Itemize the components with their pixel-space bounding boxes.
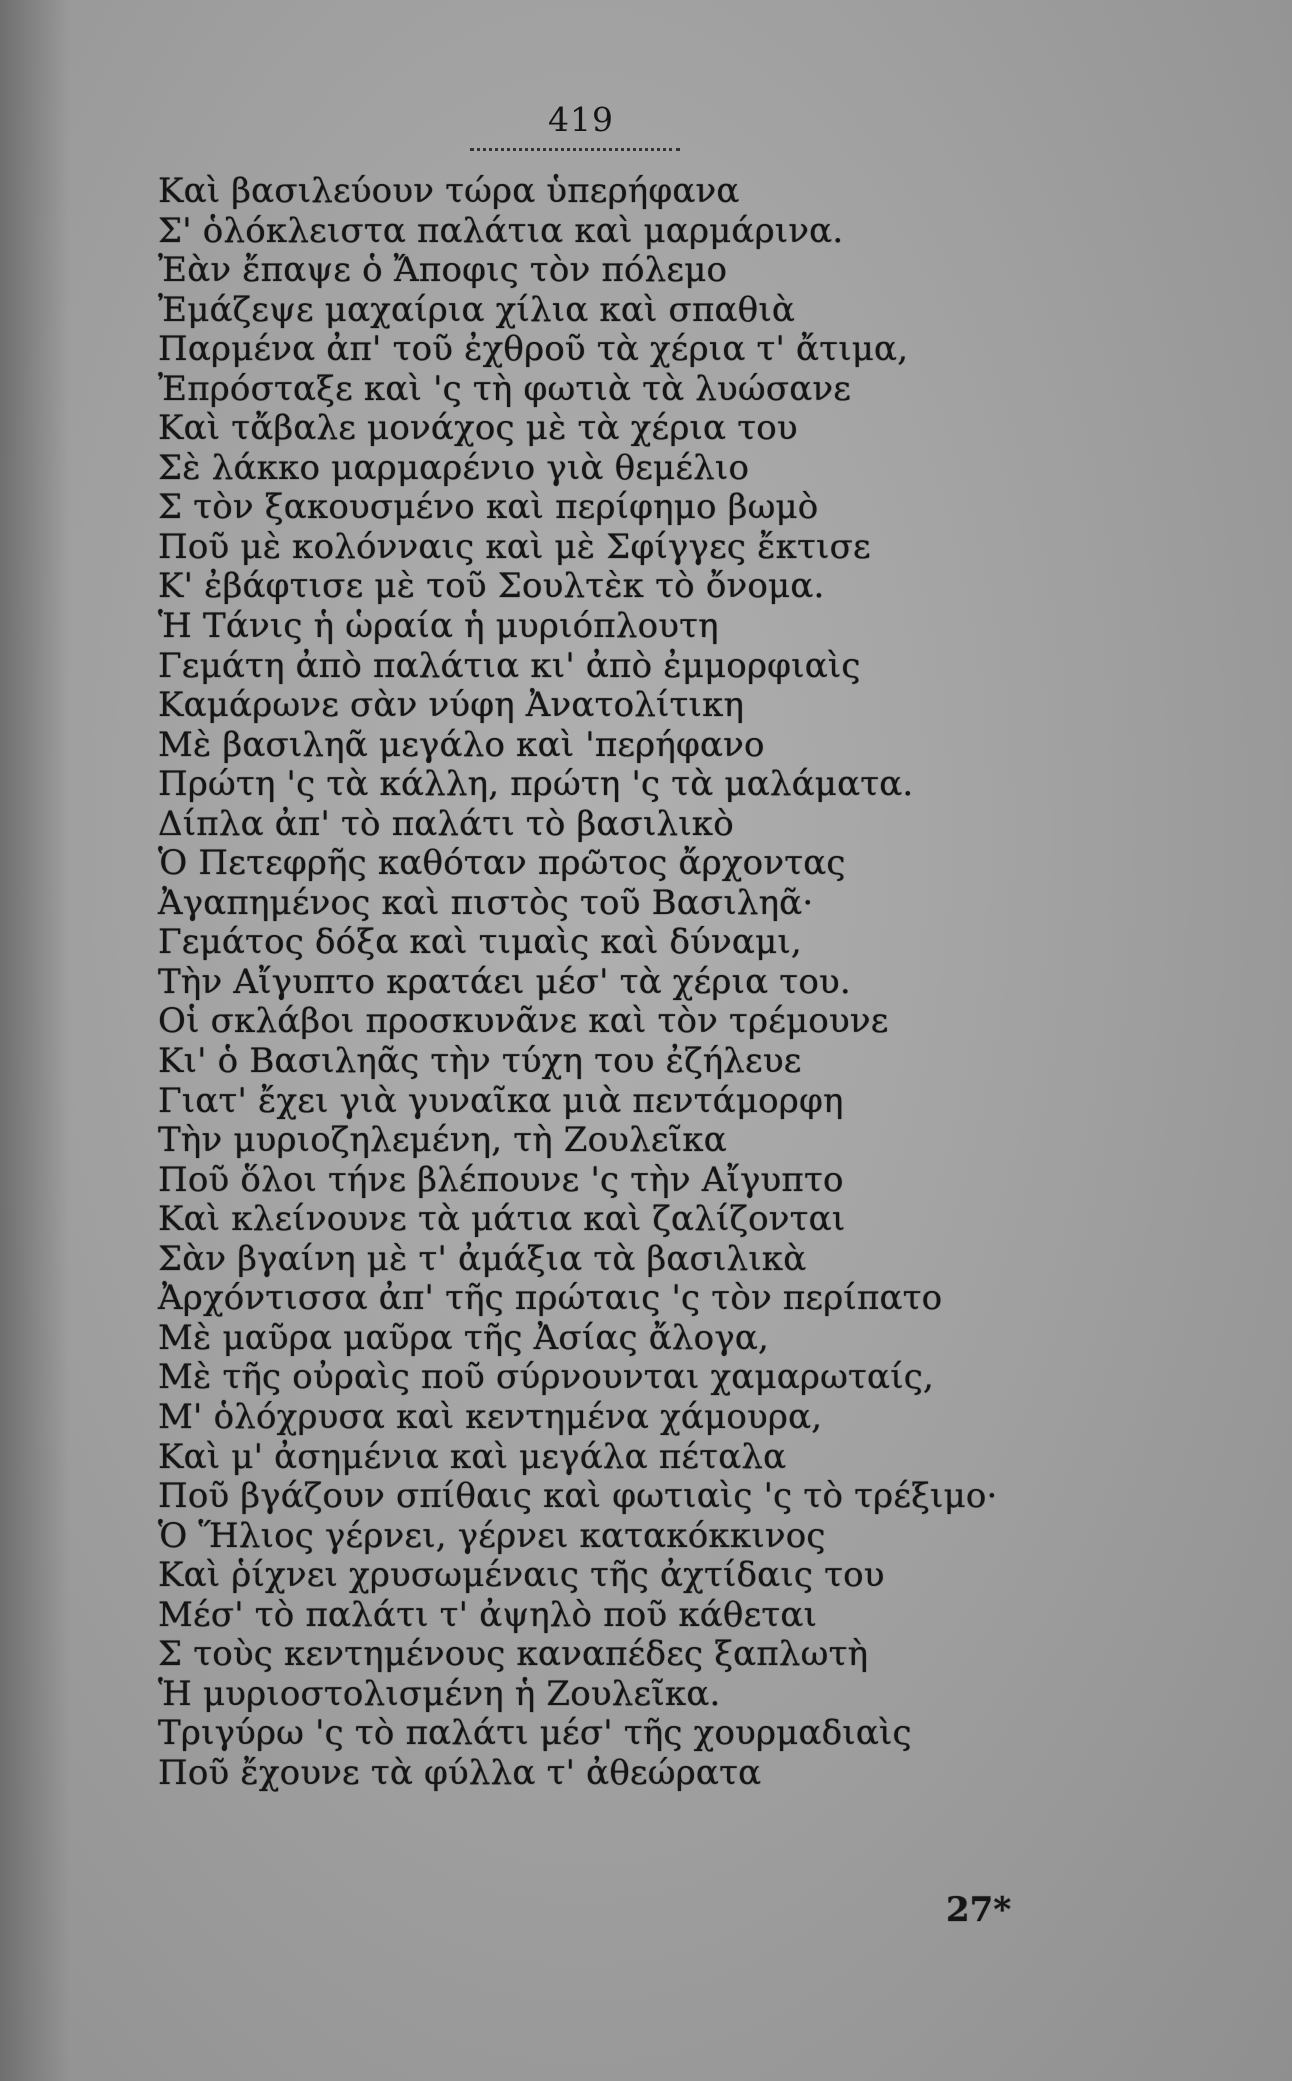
poem-line: Ἐμάζεψε μαχαίρια χίλια καὶ σπαθιὰ xyxy=(158,289,796,330)
poem-line: Μὲ μαῦρα μαῦρα τῆς Ἀσίας ἄλογα, xyxy=(158,1317,770,1358)
signature-mark: 27* xyxy=(946,1890,1012,1930)
poem-line: Ποῦ βγάζουν σπίθαις καὶ φωτιαὶς 'ς τὸ τρέξιμο· xyxy=(158,1476,998,1517)
poem-line: Ἐπρόσταξε καὶ 'ς τὴ φωτιὰ τὰ λυώσανε xyxy=(158,368,852,409)
poem-line: Ποῦ ἔχουνε τὰ φύλλα τ' ἀθεώρατα xyxy=(158,1752,762,1793)
poem-line: Μέσ' τὸ παλάτι τ' ἀψηλὸ ποῦ κάθεται xyxy=(158,1594,818,1635)
poem-line: Καὶ ῥίχνει χρυσωμέναις τῆς ἀχτίδαις του xyxy=(158,1555,885,1596)
poem-line: Τὴν Αἴγυπτο κρατάει μέσ' τὰ χέρια του. xyxy=(158,961,851,1002)
poem-line: Μὲ τῆς οὐραὶς ποῦ σύρνουνται χαμαρωταίς, xyxy=(158,1357,934,1398)
poem-line: Ποῦ μὲ κολόνναις καὶ μὲ Σφίγγες ἔκτισε xyxy=(158,526,871,567)
poem-line: Μ' ὁλόχρυσα καὶ κεντημένα χάμουρα, xyxy=(158,1396,823,1437)
page-number-rule xyxy=(470,148,680,151)
poem-line: Ὁ Πετεφρῆς καθόταν πρῶτος ἄρχοντας xyxy=(158,843,846,884)
poem-line: Ὁ Ἥλιος γέρνει, γέρνει κατακόκκινος xyxy=(158,1515,826,1556)
poem-line: Σ τὸν ξακουσμένο καὶ περίφημο βωμὸ xyxy=(158,487,819,528)
poem-line: Καὶ κλείνουνε τὰ μάτια καὶ ζαλίζονται xyxy=(158,1199,846,1240)
poem-line: Σὲ λάκκο μαρμαρένιο γιὰ θεμέλιο xyxy=(158,447,750,488)
spine-shadow xyxy=(0,0,70,2081)
poem-line: Κι' ὁ Βασιληᾶς τὴν τύχη του ἐζήλευε xyxy=(158,1041,802,1082)
page-number: 419 xyxy=(548,100,614,139)
poem-line: Τριγύρω 'ς τὸ παλάτι μέσ' τῆς χουρμαδιαὶς xyxy=(158,1713,912,1754)
poem-line: Σ τοὺς κεντημένους καναπέδες ξαπλωτὴ xyxy=(158,1634,869,1675)
poem-line: Γεμάτος δόξα καὶ τιμαὶς καὶ δύναμι, xyxy=(158,922,802,963)
poem-line: Ἀρχόντισσα ἀπ' τῆς πρώταις 'ς τὸν περίπατο xyxy=(158,1278,943,1319)
poem-line: Καὶ τἄβαλε μονάχος μὲ τὰ χέρια του xyxy=(158,408,798,449)
poem-line: Ποῦ ὅλοι τήνε βλέπουνε 'ς τὴν Αἴγυπτο xyxy=(158,1159,844,1200)
poem-line: Μὲ βασιληᾶ μεγάλο καὶ 'περήφανο xyxy=(158,724,765,765)
poem-line: Τὴν μυριοζηλεμένη, τὴ Ζουλεῖκα xyxy=(158,1120,727,1161)
poem-line: Πρώτη 'ς τὰ κάλλη, πρώτη 'ς τὰ μαλάματα. xyxy=(158,764,914,805)
poem-line: Οἱ σκλάβοι προσκυνᾶνε καὶ τὸν τρέμουνε xyxy=(158,1001,889,1042)
poem-line: Γεμάτη ἀπὸ παλάτια κι' ἀπὸ ἐμμορφιαὶς xyxy=(158,645,861,686)
poem-line: Δίπλα ἀπ' τὸ παλάτι τὸ βασιλικὸ xyxy=(158,803,734,844)
poem-line: Ἡ Τάνις ἡ ὡραία ἡ μυριόπλουτη xyxy=(158,606,719,647)
poem-line: Παρμένα ἀπ' τοῦ ἐχθροῦ τὰ χέρια τ' ἄτιμα, xyxy=(158,329,909,370)
poem-line: Γιατ' ἔχει γιὰ γυναῖκα μιὰ πεντάμορφη xyxy=(158,1080,844,1121)
poem-line: Σ' ὁλόκλειστα παλάτια καὶ μαρμάρινα. xyxy=(158,210,844,251)
poem-line: Ἐὰν ἔπαψε ὁ Ἄποφις τὸν πόλεμο xyxy=(158,250,728,291)
poem-text xyxy=(158,172,1158,1793)
poem-line: Ἡ μυριοστολισμένη ἡ Ζουλεῖκα. xyxy=(158,1673,721,1714)
poem-line: Καὶ βασιλεύουν τώρα ὑπερήφανα xyxy=(158,171,740,211)
poem-line: Κ' ἐβάφτισε μὲ τοῦ Σουλτὲκ τὸ ὄνομα. xyxy=(158,566,825,607)
poem-line: Σὰν βγαίνη μὲ τ' ἀμάξια τὰ βασιλικὰ xyxy=(158,1238,807,1279)
poem-line: Καμάρωνε σὰν νύφη Ἀνατολίτικη xyxy=(158,685,745,726)
poem-line: Καὶ μ' ἀσημένια καὶ μεγάλα πέταλα xyxy=(158,1436,787,1477)
poem-line: Ἀγαπημένος καὶ πιστὸς τοῦ Βασιληᾶ· xyxy=(158,882,814,923)
